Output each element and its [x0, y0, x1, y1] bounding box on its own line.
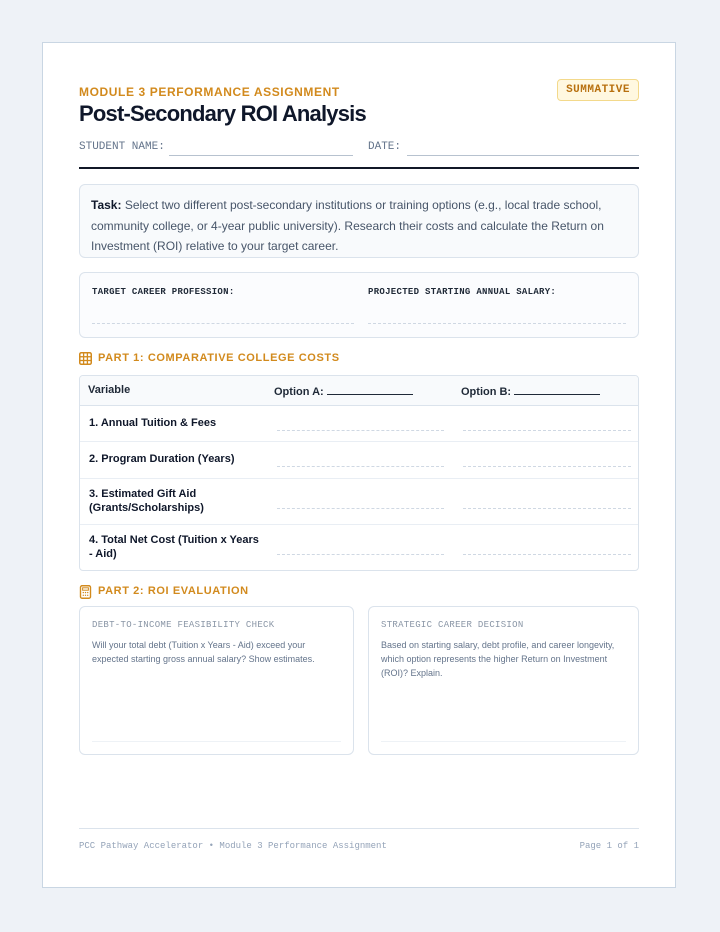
option-b-cell[interactable] [463, 554, 631, 555]
table-row [80, 405, 638, 442]
strategic-decision-box[interactable] [368, 606, 639, 755]
calculator-icon [79, 585, 92, 599]
student-info-row [79, 141, 639, 159]
page-title: Post-Secondary ROI Analysis [79, 101, 366, 126]
part1-heading-text: PART 1: COMPARATIVE COLLEGE COSTS [98, 352, 340, 364]
module-label: MODULE 3 PERFORMANCE ASSIGNMENT [79, 85, 340, 99]
option-a-cell[interactable] [277, 466, 444, 467]
option-a-cell[interactable] [277, 430, 444, 431]
task-box [79, 184, 639, 258]
target-career-field[interactable] [92, 323, 354, 324]
option-a-cell[interactable] [277, 508, 444, 509]
target-career-label: TARGET CAREER PROFESSION: [92, 287, 235, 297]
debt-to-income-title: DEBT-TO-INCOME FEASIBILITY CHECK [92, 620, 275, 630]
page-number: Page 1 of 1 [579, 841, 639, 851]
strategic-decision-prompt: Based on starting salary, debt profile, and career longevity, which option represents the higher Return on Investment (ROI)? Explain. [381, 640, 615, 678]
salary-label: PROJECTED STARTING ANNUAL SALARY: [368, 287, 557, 297]
part1-heading [79, 351, 399, 367]
row-label: 3. Estimated Gift Aid (Grants/Scholarships) [89, 488, 204, 514]
cost-comparison-table [79, 375, 639, 571]
part2-heading [79, 584, 299, 600]
row-label: 4. Total Net Cost (Tuition x Years - Aid) [89, 534, 259, 560]
header-divider [79, 167, 639, 169]
date-label: DATE: [368, 141, 402, 153]
task-text: Select two different post-secondary institutions or training options (e.g., local trade school, community college, or 4-year public university). Research their costs and calculate the Return on Investment (ROI) relative to your target career. [91, 198, 604, 253]
summative-badge: SUMMATIVE [557, 79, 639, 101]
table-row [80, 441, 638, 479]
table-icon [79, 352, 92, 365]
footer-divider [79, 828, 639, 829]
salary-field[interactable] [368, 323, 626, 324]
strategic-decision-title: STRATEGIC CAREER DECISION [381, 620, 524, 630]
column-header-option-b: Option B: [461, 384, 600, 398]
debt-to-income-box[interactable] [79, 606, 354, 755]
date-field[interactable] [407, 155, 639, 156]
table-row [80, 524, 638, 570]
answer-line [381, 741, 626, 742]
part2-heading-text: PART 2: ROI EVALUATION [98, 585, 249, 597]
column-header-option-a: Option A: [274, 384, 413, 398]
option-b-cell[interactable] [463, 430, 631, 431]
career-box [79, 272, 639, 338]
answer-line [92, 741, 341, 742]
worksheet-page [42, 42, 676, 888]
student-name-field[interactable] [169, 155, 353, 156]
option-b-name-field[interactable] [514, 384, 600, 395]
task-label: Task: [91, 198, 122, 212]
footer-left: PCC Pathway Accelerator • Module 3 Performance Assignment [79, 841, 387, 851]
row-label: 2. Program Duration (Years) [89, 453, 235, 465]
option-a-name-field[interactable] [327, 384, 413, 395]
debt-to-income-prompt: Will your total debt (Tuition x Years - Aid) exceed your expected starting gross annual salary? Show estimates. [92, 640, 315, 664]
student-name-label: STUDENT NAME: [79, 141, 165, 153]
table-header [80, 376, 638, 406]
column-header-variable: Variable [88, 384, 131, 396]
option-b-cell[interactable] [463, 508, 631, 509]
table-row [80, 478, 638, 525]
row-label: 1. Annual Tuition & Fees [89, 417, 217, 429]
option-b-cell[interactable] [463, 466, 631, 467]
option-a-cell[interactable] [277, 554, 444, 555]
